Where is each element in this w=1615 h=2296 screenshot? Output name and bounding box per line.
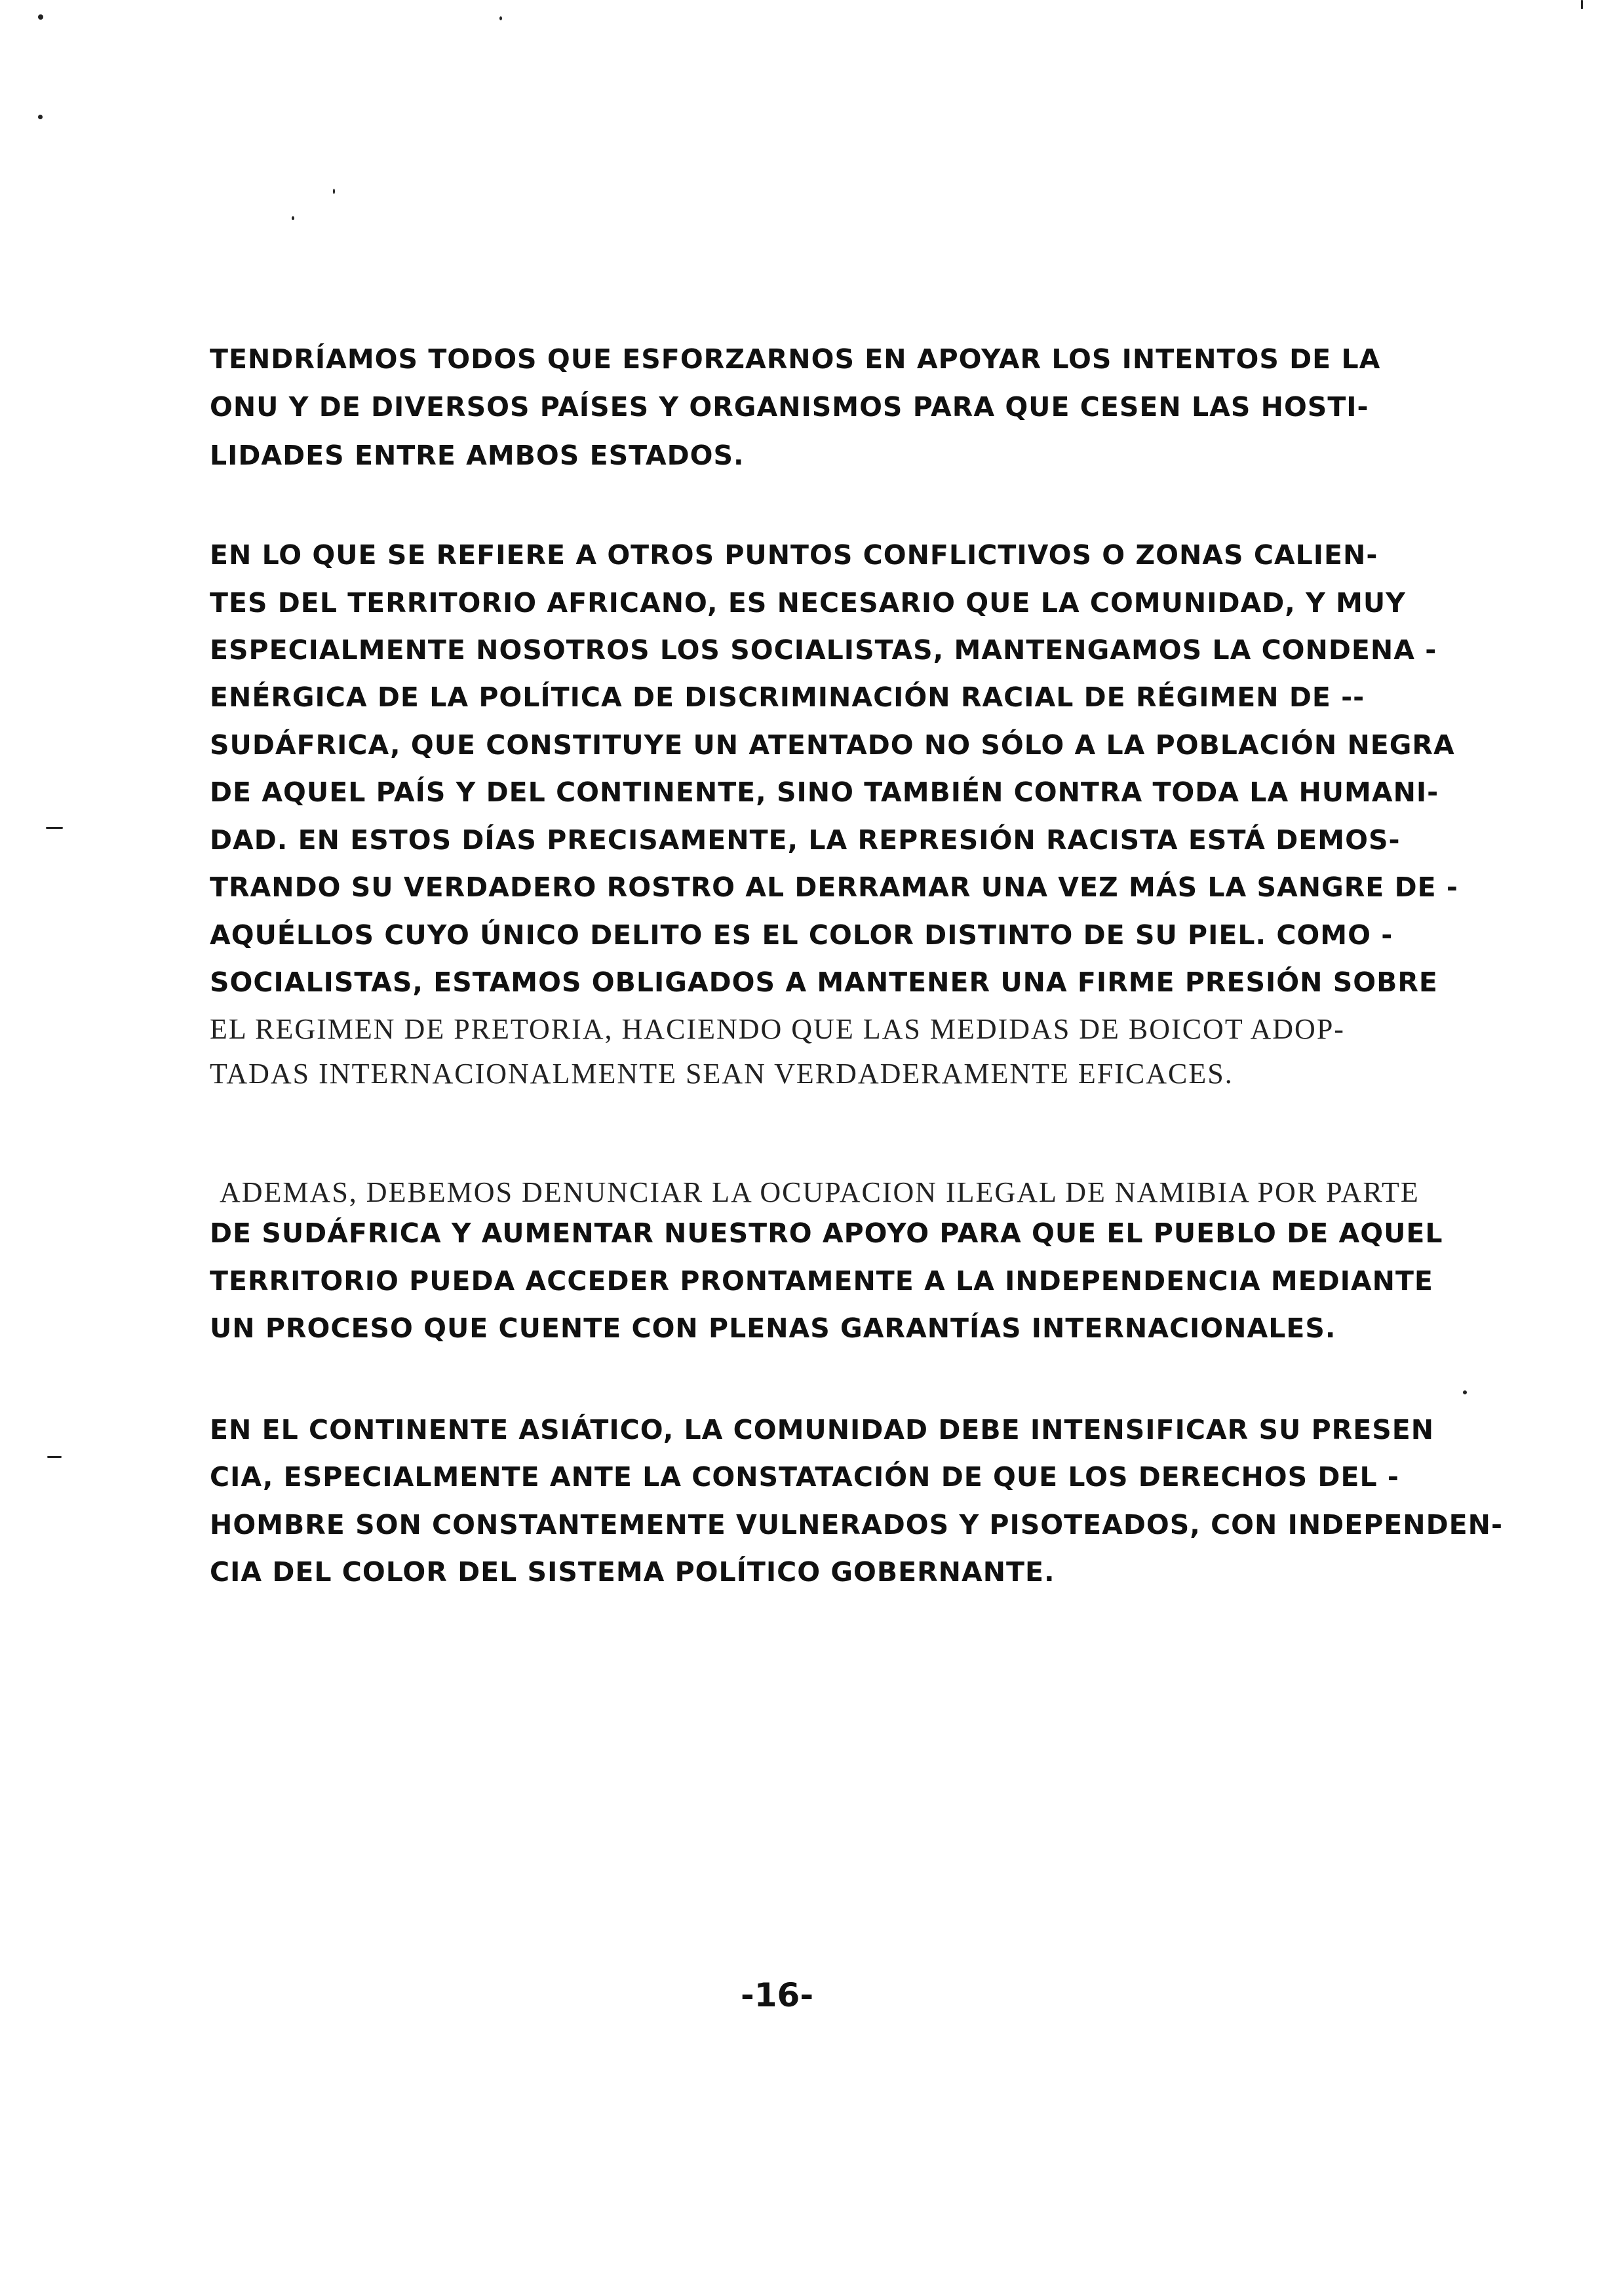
paragraph-1-line-3: LIDADES ENTRE AMBOS ESTADOS. bbox=[210, 440, 745, 471]
paragraph-2-line-3: ESPECIALMENTE NOSOTROS LOS SOCIALISTAS, MANTENGAMOS LA CONDENA - bbox=[210, 634, 1437, 666]
paragraph-2-line-10: SOCIALISTAS, ESTAMOS OBLIGADOS A MANTENER UNA FIRME PRESIÓN SOBRE bbox=[210, 966, 1438, 998]
paragraph-2-line-8: TRANDO SU VERDADERO ROSTRO AL DERRAMAR UNA VEZ MÁS LA SANGRE DE - bbox=[210, 871, 1458, 903]
paragraph-2-line-12: TADAS INTERNACIONALMENTE SEAN VERDADERAMENTE EFICACES. bbox=[210, 1058, 1234, 1090]
paragraph-4-line-2: CIA, ESPECIALMENTE ANTE LA CONSTATACIÓN DE QUE LOS DERECHOS DEL - bbox=[210, 1461, 1399, 1493]
paragraph-3-line-1: ADEMAS, DEBEMOS DENUNCIAR LA OCUPACION ILEGAL DE NAMIBIA POR PARTE bbox=[220, 1176, 1420, 1208]
page-number: -16- bbox=[741, 1976, 814, 2014]
scan-speck bbox=[38, 115, 43, 119]
scan-speck bbox=[499, 16, 502, 20]
scan-speck bbox=[46, 827, 63, 829]
paragraph-2-line-11: EL REGIMEN DE PRETORIA, HACIENDO QUE LAS MEDIDAS DE BOICOT ADOP- bbox=[210, 1013, 1345, 1045]
paragraph-2-line-5: SUDÁFRICA, QUE CONSTITUYE UN ATENTADO NO SÓLO A LA POBLACIÓN NEGRA bbox=[210, 729, 1455, 761]
paragraph-2-line-6: DE AQUEL PAÍS Y DEL CONTINENTE, SINO TAMBIÉN CONTRA TODA LA HUMANI- bbox=[210, 776, 1439, 808]
paragraph-1-line-1: TENDRÍAMOS TODOS QUE ESFORZARNOS EN APOYAR LOS INTENTOS DE LA bbox=[210, 343, 1381, 375]
paragraph-3-line-4: UN PROCESO QUE CUENTE CON PLENAS GARANTÍAS INTERNACIONALES. bbox=[210, 1312, 1336, 1344]
scan-speck bbox=[333, 189, 335, 194]
scan-speck bbox=[47, 1456, 62, 1458]
scan-speck bbox=[38, 14, 43, 20]
paragraph-2-line-4: ENÉRGICA DE LA POLÍTICA DE DISCRIMINACIÓN RACIAL DE RÉGIMEN DE -- bbox=[210, 681, 1365, 713]
paragraph-1-line-2: ONU Y DE DIVERSOS PAÍSES Y ORGANISMOS PARA QUE CESEN LAS HOSTI- bbox=[210, 391, 1369, 423]
paragraph-4-line-4: CIA DEL COLOR DEL SISTEMA POLÍTICO GOBERNANTE. bbox=[210, 1556, 1055, 1588]
paragraph-2-line-2: TES DEL TERRITORIO AFRICANO, ES NECESARIO QUE LA COMUNIDAD, Y MUY bbox=[210, 587, 1406, 619]
scan-speck bbox=[292, 216, 294, 220]
paragraph-2-line-7: DAD. EN ESTOS DÍAS PRECISAMENTE, LA REPRESIÓN RACISTA ESTÁ DEMOS- bbox=[210, 824, 1401, 856]
paragraph-3-line-2: DE SUDÁFRICA Y AUMENTAR NUESTRO APOYO PARA QUE EL PUEBLO DE AQUEL bbox=[210, 1217, 1443, 1249]
paragraph-4-line-1: EN EL CONTINENTE ASIÁTICO, LA COMUNIDAD DEBE INTENSIFICAR SU PRESEN bbox=[210, 1414, 1435, 1445]
scan-speck bbox=[1581, 0, 1583, 9]
paragraph-2-line-1: EN LO QUE SE REFIERE A OTROS PUNTOS CONFLICTIVOS O ZONAS CALIEN- bbox=[210, 539, 1378, 571]
paragraph-2-line-9: AQUÉLLOS CUYO ÚNICO DELITO ES EL COLOR DISTINTO DE SU PIEL. COMO - bbox=[210, 919, 1393, 951]
paragraph-4-line-3: HOMBRE SON CONSTANTEMENTE VULNERADOS Y PISOTEADOS, CON INDEPENDEN- bbox=[210, 1509, 1503, 1540]
scan-speck bbox=[1463, 1390, 1467, 1394]
paragraph-3-line-3: TERRITORIO PUEDA ACCEDER PRONTAMENTE A LA INDEPENDENCIA MEDIANTE bbox=[210, 1265, 1433, 1297]
